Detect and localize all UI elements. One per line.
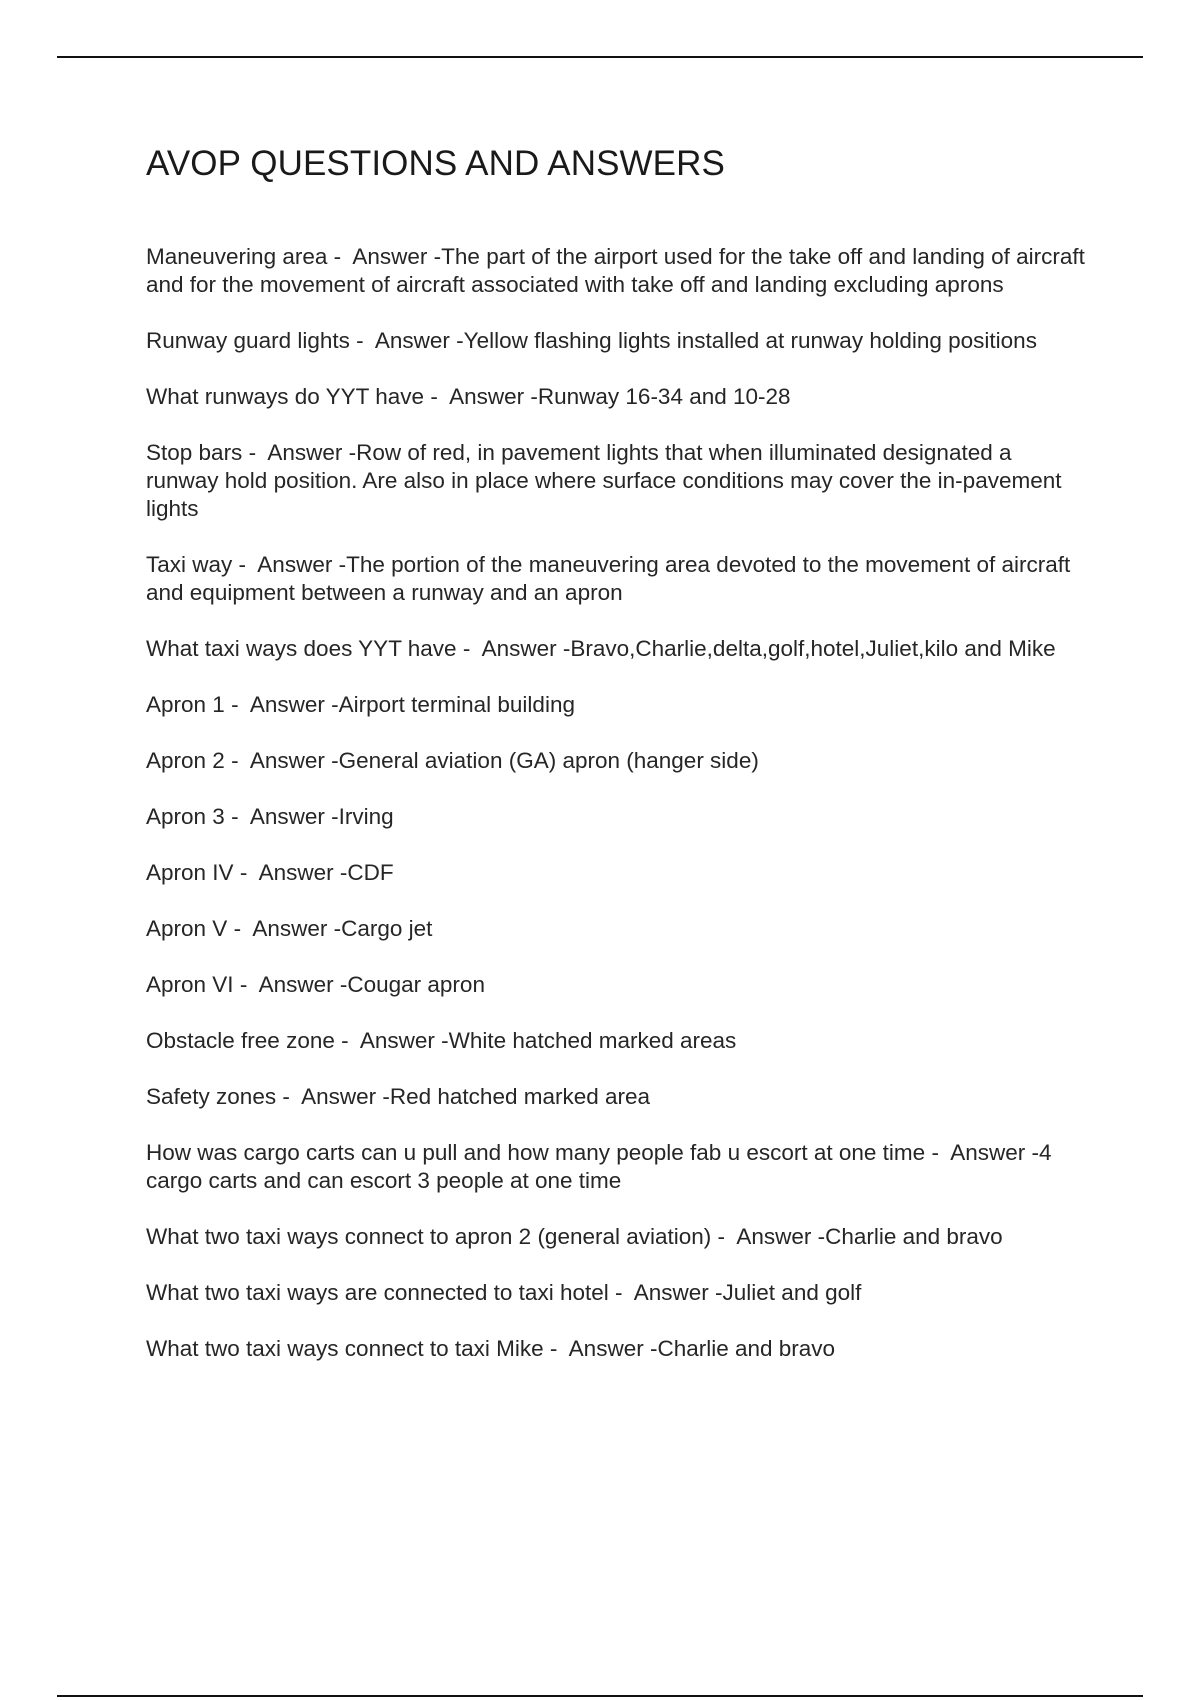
answer-prefix: Answer - xyxy=(736,1224,826,1249)
answer-prefix: Answer - xyxy=(301,1084,390,1109)
answer-prefix: Answer - xyxy=(374,328,464,353)
answer-prefix: Answer - xyxy=(249,692,339,717)
question-text: Apron VI xyxy=(146,972,234,997)
question-text: Safety zones xyxy=(146,1084,277,1109)
qa-item: What runways do YYT have - Answer -Runway 16-34 and 10-28 xyxy=(146,384,791,409)
answer-text: Irving xyxy=(338,804,394,829)
question-text: What two taxi ways connect to apron 2 (general aviation) xyxy=(146,1224,712,1249)
answer-prefix: Answer - xyxy=(267,440,357,465)
question-text: What runways do YYT have xyxy=(146,384,425,409)
document-title: AVOP QUESTIONS AND ANSWERS xyxy=(146,144,725,183)
answer-text: Bravo,Charlie,delta,golf,hotel,Juliet,kilo and Mike xyxy=(570,636,1056,661)
qa-item: Apron V - Answer -Cargo jet xyxy=(146,916,433,941)
qa-item: How was cargo carts can u pull and how many people fab u escort at one time - Answer -4 cargo carts and can escort 3 people at one time xyxy=(146,1140,1052,1193)
qa-item: Maneuvering area - Answer -The part of the airport used for the take off and landing of aircraft and for the movement of aircraft associated with take off and landing excluding aprons xyxy=(146,244,1085,297)
answer-text: Airport terminal building xyxy=(338,692,575,717)
answer-text: 4 cargo carts and can escort 3 people at one time xyxy=(146,1140,1052,1193)
answer-prefix: Answer - xyxy=(257,552,347,577)
answer-text: The portion of the maneuvering area devoted to the movement of aircraft and equipment between a runway and an apron xyxy=(146,552,1071,605)
question-text: Runway guard lights xyxy=(146,328,350,353)
answer-text: The part of the airport used for the take off and landing of aircraft and for the movement of aircraft associated with take off and landing excluding aprons xyxy=(146,244,1085,297)
question-text: How was cargo carts can u pull and how many people fab u escort at one time xyxy=(146,1140,926,1165)
qa-item: Obstacle free zone - Answer -White hatched marked areas xyxy=(146,1028,737,1053)
qa-item: Apron VI - Answer -Cougar apron xyxy=(146,972,485,997)
answer-text: Row of red, in pavement lights that when illuminated designated a runway hold position. Are also in place where surface conditions may cover the in-pavement lights xyxy=(146,440,1062,521)
qa-item: Apron 3 - Answer -Irving xyxy=(146,804,394,829)
answer-text: White hatched marked areas xyxy=(448,1028,737,1053)
qa-item: What two taxi ways are connected to taxi hotel - Answer -Juliet and golf xyxy=(146,1280,862,1305)
bottom-rule xyxy=(57,1695,1143,1697)
qa-item: Apron IV - Answer -CDF xyxy=(146,860,394,885)
answer-text: Red hatched marked area xyxy=(389,1084,651,1109)
qa-item: Stop bars - Answer -Row of red, in pavement lights that when illuminated designated a runway hold position. Are also in place where surface conditions may cover the in-pavement lights xyxy=(146,440,1062,521)
answer-prefix: Answer - xyxy=(481,636,571,661)
answer-prefix: Answer - xyxy=(249,748,339,773)
qa-item: What two taxi ways connect to apron 2 (general aviation) - Answer -Charlie and bravo xyxy=(146,1224,1003,1249)
answer-prefix: Answer - xyxy=(449,384,538,409)
answer-text: Charlie and bravo xyxy=(657,1336,836,1361)
question-text: Apron 1 xyxy=(146,692,225,717)
qa-item: What two taxi ways connect to taxi Mike - Answer -Charlie and bravo xyxy=(146,1336,836,1361)
question-text: Taxi way xyxy=(146,552,233,577)
answer-prefix: Answer - xyxy=(359,1028,449,1053)
answer-text: General aviation (GA) apron (hanger side) xyxy=(338,748,759,773)
answer-text: Juliet and golf xyxy=(722,1280,862,1305)
question-text: Apron 3 xyxy=(146,804,225,829)
qa-item: Taxi way - Answer -The portion of the maneuvering area devoted to the movement of aircraft and equipment between a runway and an apron xyxy=(146,552,1071,605)
qa-item: Runway guard lights - Answer -Yellow flashing lights installed at runway holding positions xyxy=(146,328,1037,353)
qa-item: Apron 2 - Answer -General aviation (GA) apron (hanger side) xyxy=(146,748,759,773)
question-text: Apron 2 xyxy=(146,748,225,773)
question-text: What two taxi ways are connected to taxi hotel xyxy=(146,1280,609,1305)
qa-list xyxy=(146,243,1086,1391)
qa-item: Apron 1 - Answer -Airport terminal building xyxy=(146,692,575,717)
answer-text: Cougar apron xyxy=(347,972,485,997)
answer-prefix: Answer - xyxy=(352,244,442,269)
qa-item: What taxi ways does YYT have - Answer -Bravo,Charlie,delta,golf,hotel,Juliet,kilo and Mike xyxy=(146,636,1056,661)
answer-prefix: Answer - xyxy=(568,1336,658,1361)
answer-text: Yellow flashing lights installed at runway holding positions xyxy=(463,328,1037,353)
answer-prefix: Answer - xyxy=(950,1140,1039,1165)
question-text: What two taxi ways connect to taxi Mike xyxy=(146,1336,544,1361)
question-text: Obstacle free zone xyxy=(146,1028,335,1053)
question-text: What taxi ways does YYT have xyxy=(146,636,457,661)
answer-text: Cargo jet xyxy=(341,916,433,941)
answer-prefix: Answer - xyxy=(258,972,348,997)
answer-prefix: Answer - xyxy=(258,860,348,885)
answer-text: CDF xyxy=(347,860,394,885)
answer-text: Charlie and bravo xyxy=(825,1224,1003,1249)
top-rule xyxy=(57,56,1143,58)
question-text: Maneuvering area xyxy=(146,244,328,269)
qa-item: Safety zones - Answer -Red hatched marked area xyxy=(146,1084,651,1109)
answer-prefix: Answer - xyxy=(249,804,339,829)
answer-text: Runway 16-34 and 10-28 xyxy=(537,384,791,409)
question-text: Apron V xyxy=(146,916,228,941)
answer-prefix: Answer - xyxy=(252,916,342,941)
answer-prefix: Answer - xyxy=(633,1280,723,1305)
question-text: Apron IV xyxy=(146,860,234,885)
question-text: Stop bars xyxy=(146,440,243,465)
